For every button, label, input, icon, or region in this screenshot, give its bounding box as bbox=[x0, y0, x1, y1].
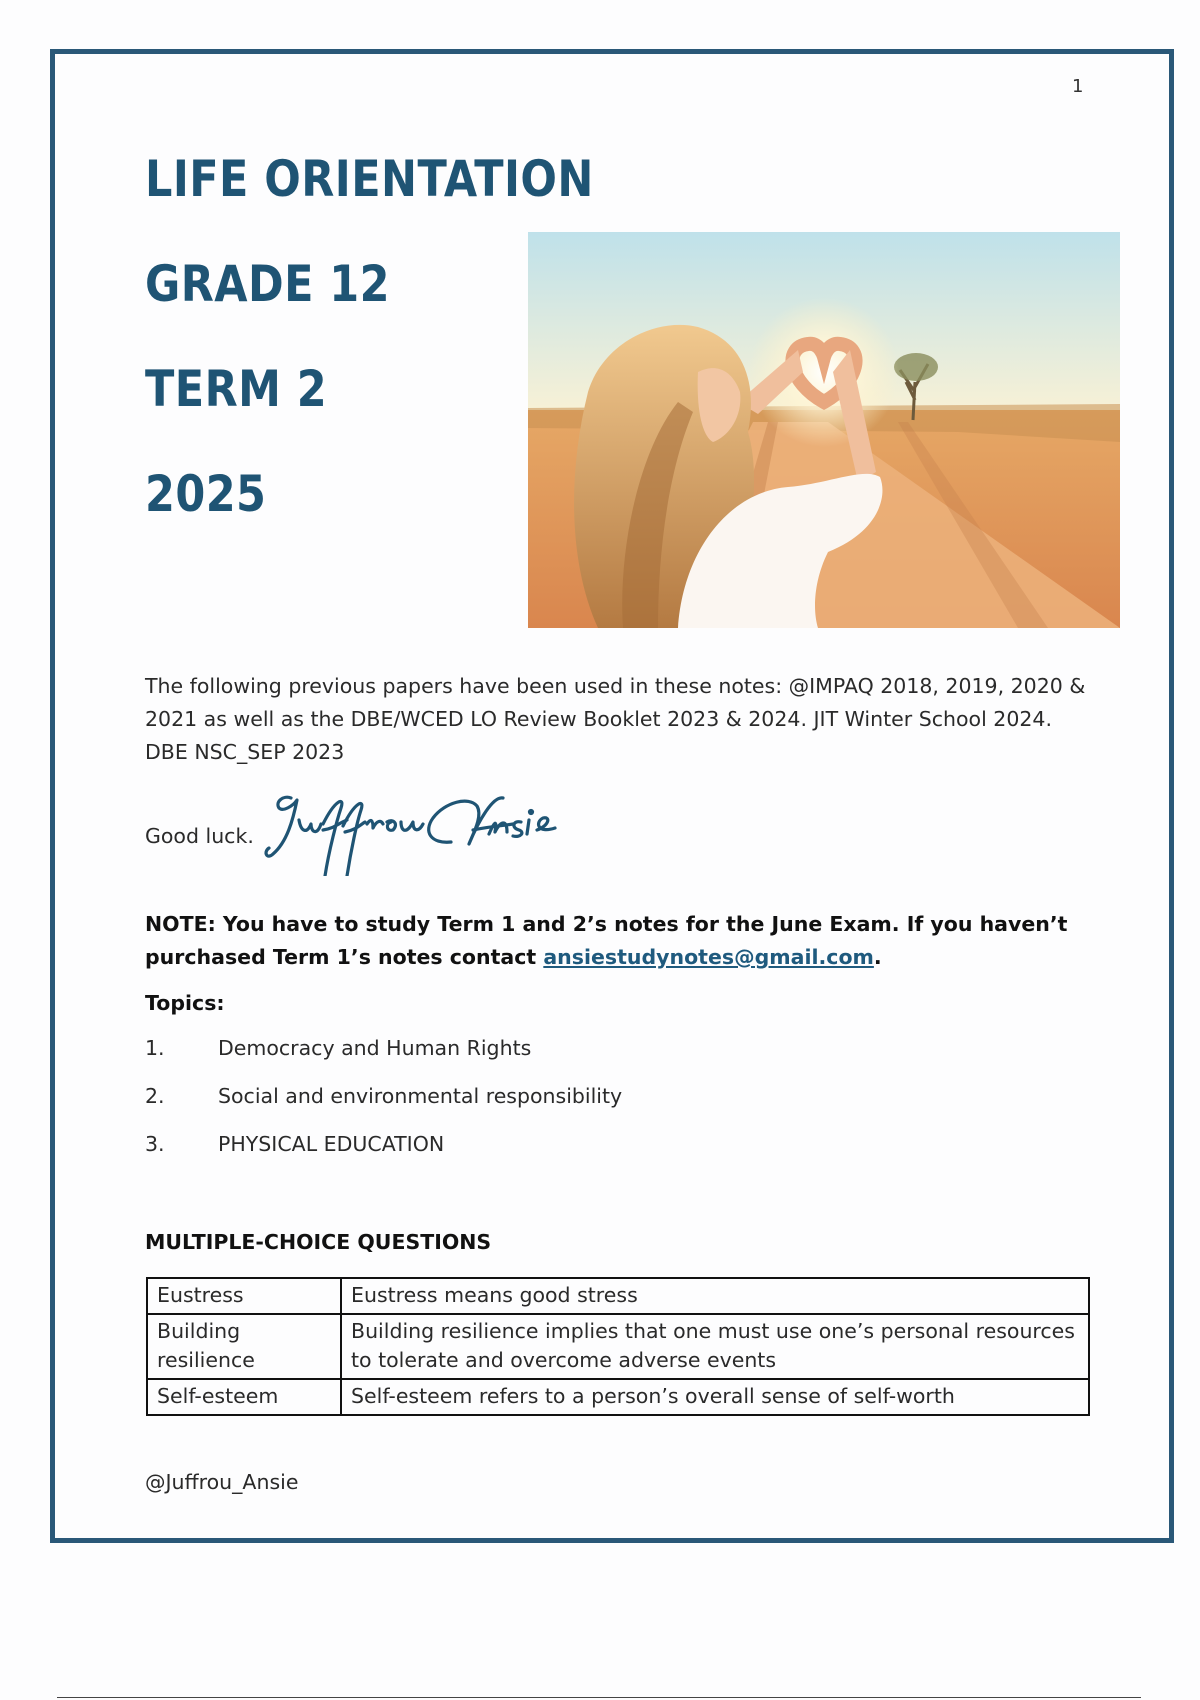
page-number: 1 bbox=[1072, 76, 1084, 97]
topic-number: 3. bbox=[145, 1132, 165, 1156]
title-grade: GRADE 12 bbox=[145, 255, 391, 313]
definition-cell: Building resilience implies that one must use one’s personal resources to tolerate and overcome adverse events bbox=[341, 1314, 1089, 1379]
table-row bbox=[147, 1379, 1089, 1415]
table-row bbox=[147, 1314, 1089, 1379]
page-bottom-rule bbox=[57, 1697, 1141, 1698]
mcq-table bbox=[146, 1277, 1090, 1416]
term-cell: Eustress bbox=[147, 1278, 341, 1314]
footer-handle: @Juffrou_Ansie bbox=[145, 1470, 299, 1494]
title-year: 2025 bbox=[145, 465, 267, 523]
topic-item bbox=[145, 1132, 444, 1156]
note-end: . bbox=[873, 945, 882, 969]
definition-cell: Eustress means good stress bbox=[341, 1278, 1089, 1314]
good-luck-text: Good luck. bbox=[145, 824, 254, 848]
topic-label: Democracy and Human Rights bbox=[218, 1036, 532, 1060]
topic-number: 1. bbox=[145, 1036, 165, 1060]
term-cell: Building resilience bbox=[147, 1314, 341, 1379]
intro-paragraph: The following previous papers have been used in these notes: @IMPAQ 2018, 2019, 2020 & 2021 as well as the DBE/WCED LO Review Booklet 2023 & 2024. JIT Winter School 2024. DBE NSC_SEP 2023 bbox=[145, 674, 1086, 764]
signature-juffrou-ansie bbox=[263, 790, 563, 876]
topic-item bbox=[145, 1084, 622, 1108]
topic-label: PHYSICAL EDUCATION bbox=[218, 1132, 445, 1156]
title-subject: LIFE ORIENTATION bbox=[145, 150, 594, 208]
contact-email-link[interactable]: ansiestudynotes@gmail.com bbox=[543, 945, 874, 969]
note-paragraph bbox=[145, 908, 1105, 974]
note-text: NOTE: You have to study Term 1 and 2’s notes for the June Exam. If you haven’t purchased Term 1’s notes contact bbox=[145, 912, 1068, 969]
definition-cell: Self-esteem refers to a person’s overall sense of self-worth bbox=[341, 1379, 1089, 1415]
topic-item bbox=[145, 1036, 531, 1060]
cover-photo bbox=[528, 232, 1120, 628]
signoff bbox=[145, 790, 645, 870]
topics-heading: Topics: bbox=[145, 991, 225, 1015]
mcq-heading: MULTIPLE-CHOICE QUESTIONS bbox=[145, 1230, 492, 1254]
topic-number: 2. bbox=[145, 1084, 165, 1108]
table-row bbox=[147, 1278, 1089, 1314]
title-term: TERM 2 bbox=[145, 360, 328, 418]
term-cell: Self-esteem bbox=[147, 1379, 341, 1415]
topic-label: Social and environmental responsibility bbox=[218, 1084, 623, 1108]
